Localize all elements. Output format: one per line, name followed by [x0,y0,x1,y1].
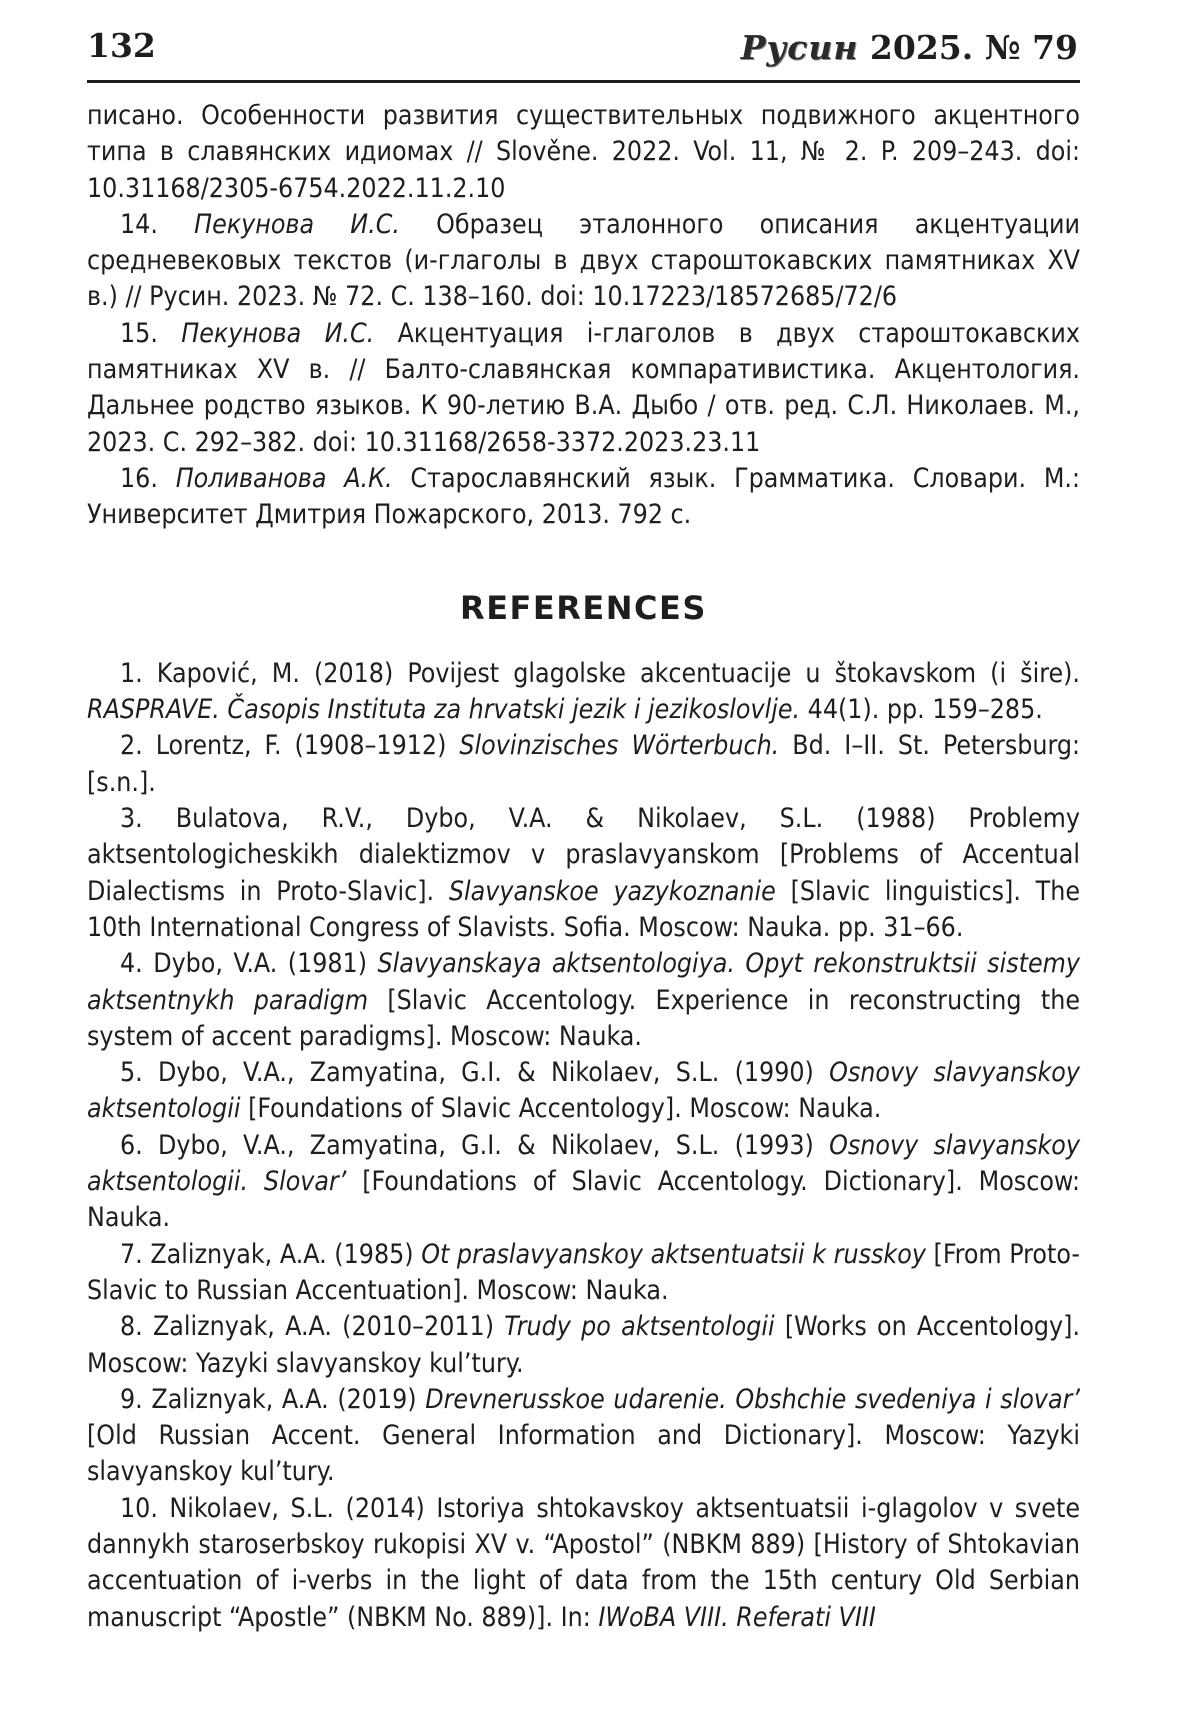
ref-text: [Foundations of Slavic Accentology. Dictionary]. Moscow: Nauka. [87,1166,1080,1234]
reference-item [87,728,1080,801]
ref-text: 44(1). pp. 159–285. [800,694,1043,726]
ru-ref-item [87,461,1080,534]
reference-item [87,946,1080,1055]
ref-text: [Foundations of Slavic Accentology]. Moscow: Nauka. [240,1093,882,1125]
ref-number: 14. [120,208,158,240]
ref-text: 7. Zaliznyak, A.A. (1985) [120,1238,422,1270]
ref-title: Drevnerusskoe udarenie. Obshchie svedeniya i slovar’ [425,1383,1080,1415]
reference-item [87,1382,1080,1491]
ref-text: [From Proto-Slavic to Russian Accentuation]. Moscow: Nauka. [87,1238,1080,1306]
reference-item [87,1128,1080,1237]
reference-item [87,1055,1080,1128]
page-number: 132 [87,26,156,65]
ref-text: [Slavic Accentology. Experience in reconstructing the system of accent paradigms]. Moscow: Nauka. [87,984,1080,1052]
ref-number: 16. [120,462,158,494]
journal-issue: 2025. № 79 [869,28,1078,67]
ref-title: Slovinzisches Wörterbuch. [459,730,780,762]
ref-text: 8. Zaliznyak, A.A. (2010–2011) [120,1311,505,1343]
ref-title: Ot praslavyanskoy aktsentuatsii k russkoy [421,1238,926,1270]
reference-item [87,801,1080,946]
reference-item [87,656,1080,729]
ref-title: Trudy po aktsentologii [504,1311,775,1343]
ref-text: Старославянский язык. Грамматика. Словари. М.: Университет Дмитрия Пожарского, 2013. 792 с. [87,462,1081,531]
ref-text: Bd. I–II. St. Petersburg: [s.n.]. [87,730,1080,798]
ref-text: 9. Zaliznyak, A.A. (2019) [120,1383,426,1415]
reference-item [87,1237,1080,1310]
ref-author: Пекунова И.С. [194,208,400,240]
ref-title: Slavyanskaya aktsentologiya. Opyt rekonstruktsii sistemy aktsentnykh paradigm [87,948,1080,1016]
ref-text: 6. Dybo, V.A., Zamyatina, G.I. & Nikolaev, S.L. (1993) [120,1129,830,1161]
references-heading: REFERENCES [460,588,707,627]
ref-text: 10. Nikolaev, S.L. (2014) Istoriya shtokavskoy aktsentuatsii i-glagolov v svete dannykh staroserbskoy rukopisi XV v. “Apostol” (NBKM 889) [History of Shtokavian accentuation of i-verbs in the light of data from the 15th century Old Serbian manuscript “Apostle” (NBKM No. 889)]. In: [87,1492,1080,1633]
page-content [87,98,1080,1636]
reference-item [87,1309,1080,1382]
ref-title: IWoBA VIII. Referati VIII [598,1601,876,1633]
ref-title: Slavyanskoe yazykoznanie [448,875,776,907]
ref-author: Поливанова А.К. [175,462,393,494]
journal-logo: Русин [740,28,859,67]
ref-text: [Works on Accentology]. Moscow: Yazyki slavyanskoy kul’tury. [87,1311,1081,1379]
ru-ref-continuation: писано. Особенности развития существительных подвижного акцентного типа в славянских идиомах // Slověne. 2022. Vol. 11, № 2. P. 209–243. doi: 10.31168/2305-6754.2022.11.2.10 [87,100,1080,204]
ref-text: Образец эталонного описания акцентуации средневековых текстов (и-глаголы в двух староштокавских памятниках XV в.) // Русин. 2023. № 72. С. 138–160. doi: 10.17223/18572685/72/6 [87,208,1080,313]
ref-title: Osnovy slavyanskoy aktsentologii. Slovar’ [87,1129,1080,1198]
ref-number: 15. [120,317,158,349]
ref-text: 4. Dybo, V.A. (1981) [120,948,378,980]
ref-text: 2. Lorentz, F. (1908–1912) [120,730,460,762]
ref-text: 3. Bulatova, R.V., Dybo, V.A. & Nikolaev, S.L. (1988) Problemy aktsentologicheskikh dialektizmov v praslavyanskom [Problems of Accentual Dialectisms in Proto-Slavic]. [87,803,1080,907]
ru-ref-item [87,316,1080,461]
ref-text: [Slavic linguistics]. The 10th International Congress of Slavists. Sofia. Moscow: Nauka. pp. 31–66. [87,875,1080,943]
ref-title: Osnovy slavyanskoy aktsentologii [87,1057,1080,1125]
ref-text: Акцентуация i-глаголов в двух староштокавских памятниках XV в. // Балто-славянская компаративистика. Акцентология. Дальнее родство языков. К 90-летию В.А. Дыбо / отв. ред. С.Л. Николаев. М., 2023. С. 292–382. doi: 10.31168/2658-3372.2023.23.11 [87,317,1080,458]
running-header [87,22,1080,83]
ref-author: Пекунова И.С. [181,317,375,349]
ru-ref-item [87,207,1080,316]
ref-text: 1. Kapović, M. (2018) Povijest glagolske akcentuacije u štokavskom (i šire). [120,657,1080,689]
reference-item [87,1491,1080,1636]
ref-text: 5. Dybo, V.A., Zamyatina, G.I. & Nikolaev, S.L. (1990) [120,1057,830,1089]
ref-title: RASPRAVE. Časopis Instituta za hrvatski jezik i jezikoslovlje. [87,694,801,726]
ref-text: [Old Russian Accent. General Information and Dictionary]. Moscow: Yazyki slavyanskoy kul’tury. [87,1420,1080,1488]
journal-title [741,28,1078,67]
